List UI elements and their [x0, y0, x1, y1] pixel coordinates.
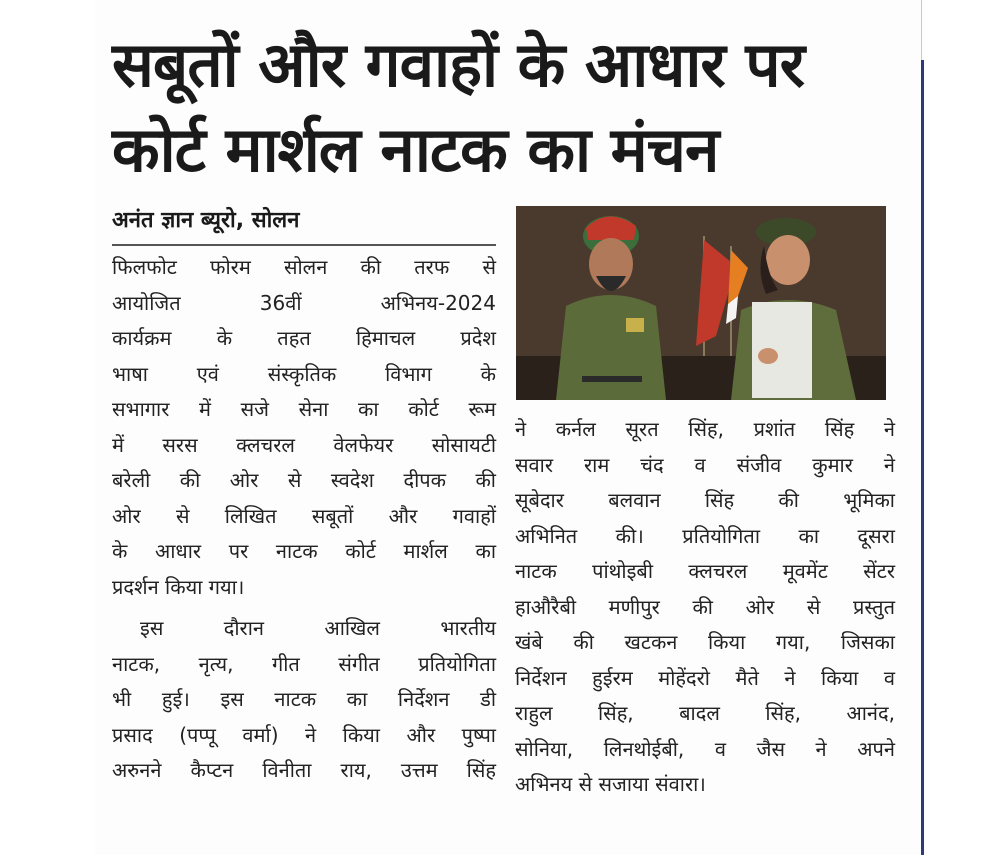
body-line: सवार राम चंद व संजीव कुमार ने	[515, 452, 895, 477]
body-line: निर्देशन हुईरम मोहेंदरो मैते ने किया व	[515, 665, 895, 690]
stage-photo	[516, 206, 886, 400]
body-line: प्रदर्शन किया गया।	[112, 574, 245, 599]
column-accent-rule	[921, 60, 924, 855]
body-line: सूबेदार बलवान सिंह की भूमिका	[515, 488, 895, 512]
page-edge-line	[921, 0, 922, 60]
body-line: प्रसाद (पप्पू वर्मा) ने किया और पुष्पा	[112, 722, 496, 747]
headline-line-2: कोर्ट मार्शल नाटक का मंचन	[112, 113, 719, 186]
article-right-column	[515, 412, 895, 803]
body-line: ने कर्नल सूरत सिंह, प्रशांत सिंह ने	[515, 417, 895, 441]
byline: अनंत ज्ञान ब्यूरो, सोलन	[112, 208, 300, 233]
body-line: अभिनित की। प्रतियोगिता का दूसरा	[515, 523, 895, 548]
body-line: कार्यक्रम के तहत हिमाचल प्रदेश	[112, 326, 496, 350]
body-line: हाऔरैबी मणीपुर की ओर से प्रस्तुत	[515, 594, 895, 619]
body-line: अभिनय से सजाया संवारा।	[515, 772, 706, 796]
article-left-column	[112, 250, 496, 789]
byline-underline	[112, 244, 496, 246]
body-line: भी हुई। इस नाटक का निर्देशन डी	[112, 687, 496, 711]
stage-photo-illustration	[516, 206, 886, 400]
body-line: खंबे की खटकन किया गया, जिसका	[515, 630, 895, 654]
body-line: ओर से लिखित सबूतों और गवाहों	[112, 503, 496, 528]
body-line: भाषा एवं संस्कृतिक विभाग के	[112, 361, 496, 386]
body-line: फिलफोट फोरम सोलन की तरफ से	[112, 255, 496, 279]
body-line: के आधार पर नाटक कोर्ट मार्शल का	[112, 539, 496, 563]
body-line: नाटक, नृत्य, गीत संगीत प्रतियोगिता	[112, 651, 496, 676]
headline-line-1: सबूतों और गवाहों के आधार पर	[112, 28, 804, 101]
body-line: इस दौरान आखिल भारतीय	[140, 616, 496, 640]
body-line: अरुनने कैप्टन विनीता राय, उत्तम सिंह	[112, 758, 496, 782]
body-line: बरेली की ओर से स्वदेश दीपक की	[112, 468, 496, 492]
body-line: सभागार में सजे सेना का कोर्ट रूम	[112, 397, 496, 421]
body-line: राहुल सिंह, बादल सिंह, आनंद,	[515, 701, 895, 725]
body-line: नाटक पांथोइबी क्लचरल मूवमेंट सेंटर	[515, 559, 895, 583]
body-line: आयोजित 36वीं अभिनय-2024	[112, 290, 496, 315]
body-line: सोनिया, लिनथोईबी, व जैस ने अपने	[515, 736, 895, 761]
body-line: में सरस क्लचरल वेलफेयर सोसायटी	[112, 432, 496, 457]
